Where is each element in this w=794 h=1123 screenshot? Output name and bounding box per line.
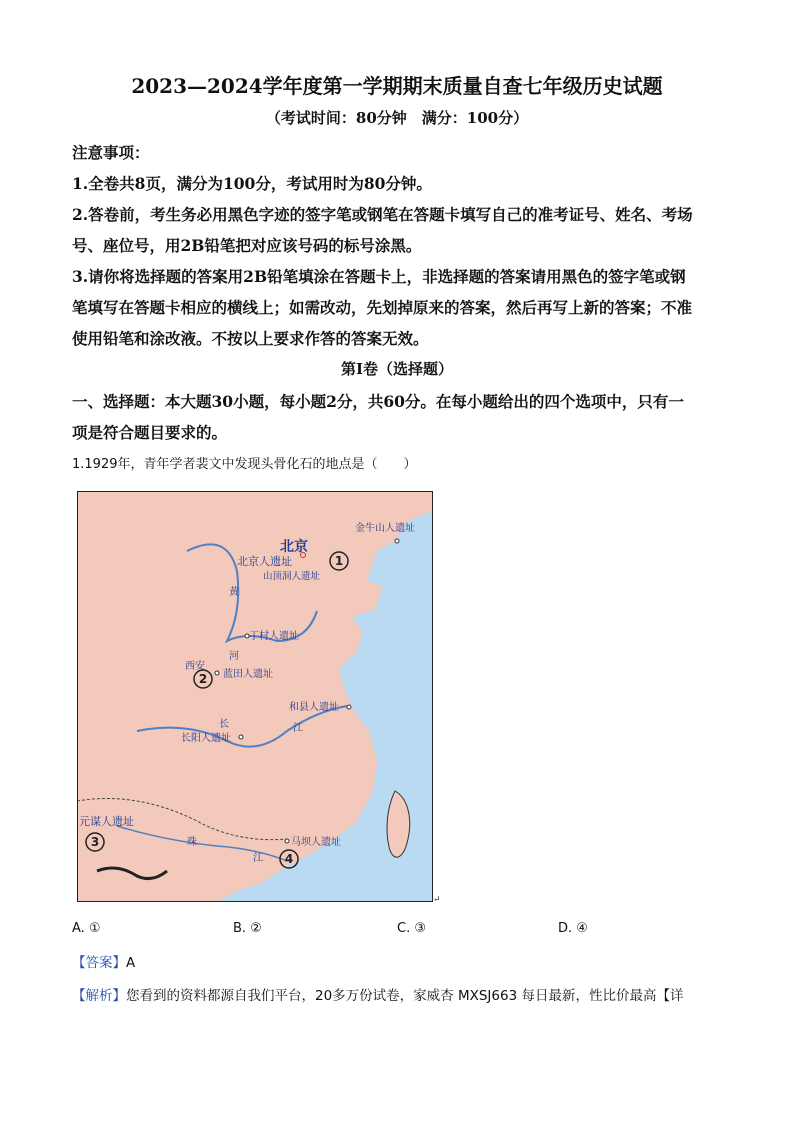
option-c[interactable]: C. ③ bbox=[397, 921, 426, 936]
section-title: 第Ⅰ卷（选择题） bbox=[340, 360, 454, 378]
marker-4-label: 4 bbox=[284, 852, 294, 866]
label-chang: 长 bbox=[219, 719, 229, 730]
label-lantian: 蓝田人遗址 bbox=[223, 669, 273, 680]
return-mark: ↵ bbox=[433, 895, 441, 905]
site-marker bbox=[245, 634, 249, 638]
label-huang: 黄 bbox=[229, 587, 239, 598]
answer-line bbox=[72, 951, 135, 971]
label-jiang: 江 bbox=[293, 723, 303, 734]
label-shandingdong: 山顶洞人遗址 bbox=[263, 571, 321, 582]
site-marker bbox=[347, 705, 351, 709]
label-dingcun: 丁村人遗址 bbox=[249, 631, 299, 642]
label-beijingren: 北京人遗址 bbox=[237, 555, 292, 568]
answer-label: 【答案】 bbox=[72, 955, 126, 971]
option-d[interactable]: D. ④ bbox=[558, 921, 588, 936]
label-jiang2: 江 bbox=[253, 853, 263, 864]
analysis-label: 【解析】 bbox=[72, 988, 126, 1004]
marker-3-label: 3 bbox=[90, 835, 100, 849]
analysis-line bbox=[72, 984, 683, 1004]
analysis-text: 您看到的资料都源自我们平台，20多万份试卷，家威杏 MXSJ663 每日最新，性比价最高【详 bbox=[126, 988, 684, 1004]
page-title: 2023—2024学年度第一学期期末质量自查七年级历史试题 bbox=[131, 74, 663, 98]
label-zhu: 珠 bbox=[187, 837, 197, 848]
site-marker bbox=[215, 671, 219, 675]
label-beijing: 北京 bbox=[280, 539, 308, 555]
label-hexian: 和县人遗址 bbox=[289, 702, 339, 713]
section-instruction: 一、选择题：本大题30小题，每小题2分，共60分。在每小题给出的四个选项中，只有一 bbox=[72, 392, 684, 411]
note-line: 3.请你将选择题的答案用2B铅笔填涂在答题卡上，非选择题的答案请用黑色的签字笔或钢 bbox=[72, 267, 686, 286]
label-yuanmou: 元谋人遗址 bbox=[79, 815, 134, 828]
option-a[interactable]: A. ① bbox=[72, 921, 101, 936]
label-changyang: 长阳人遗址 bbox=[181, 733, 231, 744]
label-xian: 西安 bbox=[185, 661, 205, 672]
label-he: 河 bbox=[229, 651, 239, 662]
note-line: 1.全卷共8页，满分为100分，考试用时为80分钟。 bbox=[72, 174, 432, 193]
option-b[interactable]: B. ② bbox=[233, 921, 262, 936]
note-line: 笔填写在答题卡相应的横线上；如需改动，先划掉原来的答案，然后再写上新的答案；不准 bbox=[72, 298, 693, 317]
note-line: 号、座位号，用2B铅笔把对应该号码的标号涂黑。 bbox=[72, 236, 422, 255]
marker-2-label: 2 bbox=[198, 672, 208, 686]
label-jinniushan: 金牛山人遗址 bbox=[355, 523, 415, 534]
exam-info: （考试时间：80分钟 满分：100分） bbox=[265, 109, 529, 127]
note-line: 使用铅笔和涂改液。不按以上要求作答的答案无效。 bbox=[72, 329, 429, 348]
site-marker bbox=[285, 839, 289, 843]
notes-heading: 注意事项： bbox=[72, 143, 150, 162]
site-map bbox=[77, 491, 433, 902]
section-instruction: 项是符合题目要求的。 bbox=[72, 423, 228, 442]
site-marker bbox=[239, 735, 243, 739]
note-line: 2.答卷前，考生务必用黑色字迹的签字笔或钢笔在答题卡填写自己的准考证号、姓名、考场 bbox=[72, 205, 693, 224]
label-maba: 马坝人遗址 bbox=[291, 837, 341, 848]
answer-value: A bbox=[126, 955, 136, 971]
question-text: 1.1929年，青年学者裴文中发现头骨化石的地点是（ ） bbox=[72, 457, 417, 472]
marker-1-label: 1 bbox=[334, 554, 344, 568]
site-marker bbox=[395, 539, 399, 543]
